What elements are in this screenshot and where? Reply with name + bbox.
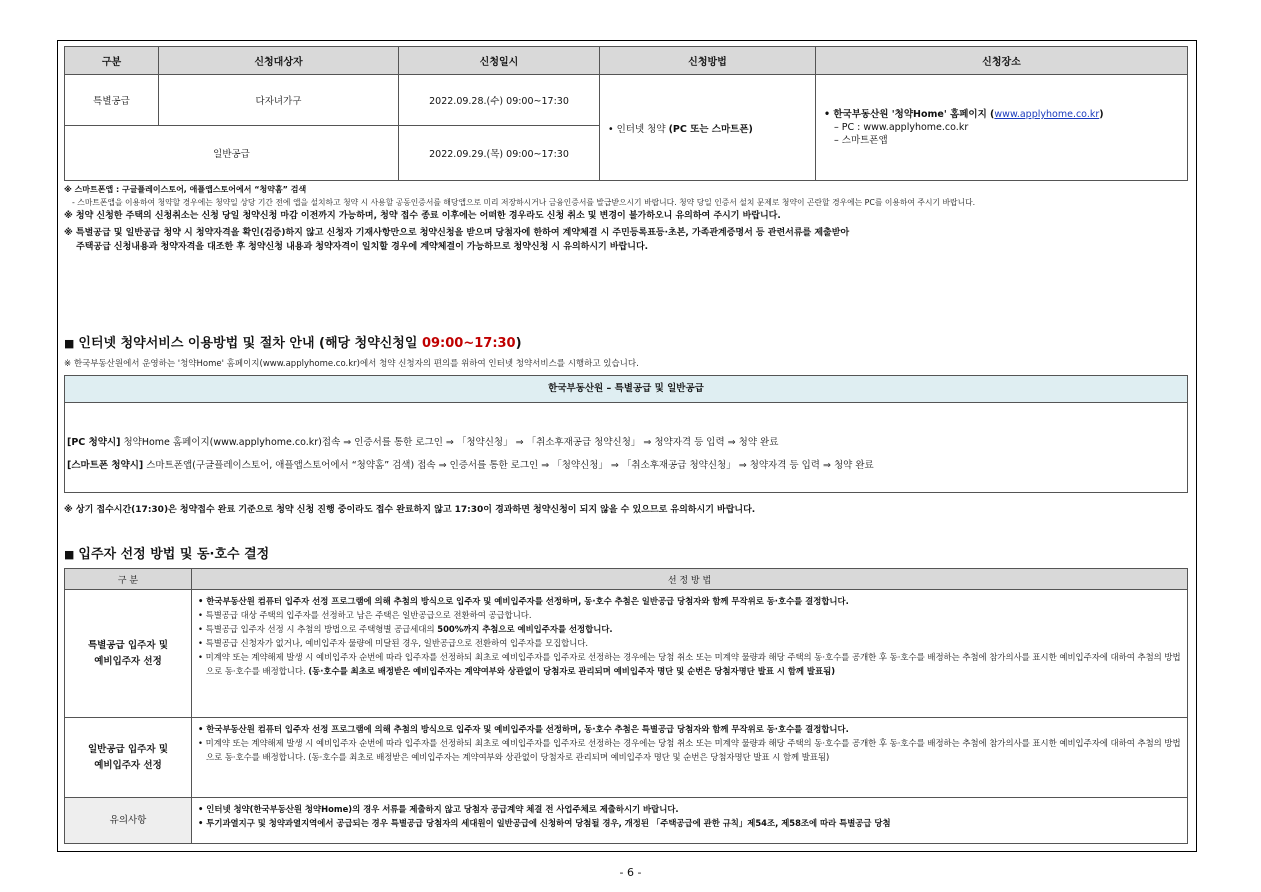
row-content: [192, 798, 1188, 844]
method-text: • 인터넷 청약: [608, 123, 669, 135]
list-item: • 한국부동산원 컴퓨터 입주자 선정 프로그램에 의해 추첨의 방식으로 입주자 및 예비입주자를 선정하며, 동·호수 추첨은 특별공급 당첨자와 함께 무작위로 동·호수를 결정합니다.: [198, 724, 849, 734]
note-smartphone-detail: - 스마트폰앱을 이용하여 청약할 경우에는 청약일 상당 기간 전에 앱을 설치하고 청약 시 사용할 공동인증서를 해당앱으로 미리 저장하시거나 금융인증서를 발급받으시기 바랍니다. 청약 당일 인증서 설치 문제로 청약이 곤란할 경우에는 PC를 이용하여 주시기 바랍니다.: [72, 198, 976, 207]
table-header-row: [65, 569, 1188, 590]
section-time: 09:00~17:30: [421, 336, 516, 351]
square-bullet-icon: ■: [64, 337, 75, 350]
section-title: 인터넷 청약서비스 이용방법 및 절차 안내 (해당 청약신청일: [78, 336, 422, 351]
pc-label: [PC 청약시]: [67, 437, 121, 448]
row-category: 유의사항: [65, 798, 192, 844]
section-title-close: ): [515, 336, 522, 351]
col-header: 선 정 방 법: [192, 569, 1188, 590]
note-smartphone: ※ 스마트폰앱 : 구글플레이스토어, 애플앱스토어에서 “청약홈” 검색: [64, 185, 307, 194]
list-item: • 한국부동산원 컴퓨터 입주자 선정 프로그램에 의해 추첨의 방식으로 입주자 및 예비입주자를 선정하며, 동·호수 추첨은 일반공급 당첨자와 함께 무작위로 동·호수를 결정합니다.: [198, 596, 849, 606]
place-line3: – 스마트폰앱: [834, 135, 888, 146]
row-category-line: 특별공급 입주자 및: [87, 639, 169, 651]
applyhome-link[interactable]: www.applyhome.co.kr: [994, 109, 1100, 120]
procedure-box-header: 한국부동산원 – 특별공급 및 일반공급: [65, 376, 1187, 403]
procedure-box: [64, 375, 1188, 493]
note-qualification-2: 주택공급 신청내용과 청약자격을 대조한 후 청약신청 내용과 청약자격이 일치할 경우에 계약체결이 가능하므로 청약신청 시 유의하시기 바랍니다.: [76, 242, 649, 252]
apply-place: [816, 75, 1188, 181]
place-line2: – PC : www.applyhome.co.kr: [834, 122, 969, 133]
place-line1: • 한국부동산원 '청약Home' 홈페이지 (: [824, 109, 995, 120]
selection-table: [64, 568, 1188, 844]
list-item: • 투기과열지구 및 청약과열지역에서 공급되는 경우 특별공급 당첨자의 세대원이 일반공급에 신청하여 당첨될 경우, 개정된 「주택공급에 관한 규칙」제54조, 제58조에 따라 특별공급 당첨: [198, 818, 891, 828]
row-content: [192, 718, 1188, 798]
col-header: 신청대상자: [159, 47, 399, 75]
row-category: [65, 718, 192, 798]
col-header: 신청일시: [399, 47, 600, 75]
col-header: 신청방법: [600, 47, 816, 75]
square-bullet-icon: ■: [64, 548, 75, 561]
section-heading-internet: [64, 332, 522, 351]
table-header-row: [65, 47, 1188, 75]
list-item-text: • 미계약 또는 계약해제 발생 시 예비입주자 순번에 따라 입주자를 선정하되 최초로 예비입주자를 입주자로 선정하는 경우에는 당첨 취소 또는 미계약 물량과 해당 주택의 동·호수를 공개한 후 동·호수를 배정하는 추첨에 참가의사를 표시한 예비입주자에 대하여 추첨의 방법으로 동·호수를 배정합니다.: [198, 652, 1181, 676]
section-subtitle: ※ 한국부동산원에서 운영하는 '청약Home' 홈페이지(www.applyhome.co.kr)에서 청약 신청자의 편의를 위하여 인터넷 청약서비스를 시행하고 있습니다.: [64, 359, 639, 369]
table-row: [65, 590, 1188, 718]
list-item: [198, 622, 1181, 636]
row-category-line: 예비입주자 선정: [94, 655, 162, 667]
apply-method: [600, 75, 816, 181]
mobile-procedure: [67, 457, 874, 471]
note-qualification: ※ 특별공급 및 일반공급 청약 시 청약자격을 확인(검증)하지 않고 신청자 기재사항만으로 청약신청을 받으며 당첨자에 한하여 계약체결 시 주민등록표등·초본, 가족관계증명서 등 관련서류를 제출받아: [64, 228, 850, 238]
list-item: • 인터넷 청약(한국부동산원 청약Home)의 경우 서류를 제출하지 않고 당첨자 공급계약 체결 전 사업주체로 제출하시기 바랍니다.: [198, 804, 679, 814]
col-header: 구 분: [65, 569, 192, 590]
row-category-line: 일반공급 입주자 및: [87, 743, 169, 755]
list-item: • 특별공급 신청자가 없거나, 예비입주자 물량에 미달된 경우, 일반공급으로 전환하여 입주자를 모집합니다.: [198, 638, 589, 648]
place-line1-end: ): [1099, 109, 1104, 120]
apply-date: 2022.09.29.(목) 09:00~17:30: [399, 126, 600, 181]
row-content: [192, 590, 1188, 718]
section-title: 입주자 선정 방법 및 동·호수 결정: [78, 547, 270, 562]
table-row: [65, 75, 1188, 126]
supply-type: 일반공급: [65, 126, 399, 181]
pc-procedure: [67, 434, 778, 448]
table-row: [65, 718, 1188, 798]
list-item: • 미계약 또는 계약해제 발생 시 예비입주자 순번에 따라 입주자를 선정하되 최초로 예비입주자를 입주자로 선정하는 경우에는 당첨 취소 또는 미계약 물량과 해당 주택의 동·호수를 공개한 후 동·호수를 배정하는 추첨에 참가의사를 표시한 예비입주자에 대하여 추첨의 방법으로 동·호수를 배정합니다. (동·호수를 최초로 배정받은 예비입주자는 계약여부와 상관없이 당첨자로 관리되며 예비입주자 명단 및 순번은 당첨자명단 발표 시 함께 발표됨): [198, 738, 1181, 762]
notes-block: [64, 183, 1194, 254]
table-row: [65, 798, 1188, 844]
mobile-label: [스마트폰 청약시]: [67, 460, 144, 471]
target: 다자녀가구: [159, 75, 399, 126]
deadline-note: ※ 상기 접수시간(17:30)은 청약접수 완료 기준으로 청약 신청 진행 중이라도 접수 완료하지 않고 17:30이 경과하면 청약신청이 되지 않을 수 있으므로 유의하시기 바랍니다.: [64, 505, 756, 515]
note-cancel: ※ 청약 신청한 주택의 신청취소는 신청 당일 청약신청 마감 이전까지 가능하며, 청약 접수 종료 이후에는 어떠한 경우라도 신청 취소 및 변경이 불가하오니 유의하여 주시기 바랍니다.: [64, 211, 781, 221]
apply-date: 2022.09.28.(수) 09:00~17:30: [399, 75, 600, 126]
page-number: - 6 -: [619, 866, 642, 879]
col-header: 구분: [65, 47, 159, 75]
list-item-text: • 특별공급 입주자 선정 시 추첨의 방법으로 주택형별 공급세대의: [198, 624, 438, 634]
pc-text: 청약Home 홈페이지(www.applyhome.co.kr)접속 ⇒ 인증서를 통한 로그인 ⇒ 「청약신청」 ⇒ 「취소후재공급 청약신청」 ⇒ 청약자격 등 입력 ⇒ 청약 완료: [120, 437, 779, 448]
row-category-line: 예비입주자 선정: [94, 759, 162, 771]
schedule-table: [64, 46, 1188, 181]
row-category: [65, 590, 192, 718]
section-heading-selection: [64, 543, 269, 562]
col-header: 신청장소: [816, 47, 1188, 75]
list-item: • 특별공급 대상 주택의 입주자를 선정하고 남은 주택은 일반공급으로 전환하여 공급합니다.: [198, 610, 532, 620]
list-item: [198, 650, 1181, 678]
list-item-bold: (동·호수를 최초로 배정받은 예비입주자는 계약여부와 상관없이 당첨자로 관리되며 예비입주자 명단 및 순번은 당첨자명단 발표 시 함께 발표됨): [308, 666, 836, 676]
list-item-bold: 500%까지 추첨으로 예비입주자를 선정합니다.: [437, 624, 613, 634]
method-bold: (PC 또는 스마트폰): [668, 123, 753, 135]
mobile-text: 스마트폰앱(구글플레이스토어, 애플앱스토어에서 “청약홈” 검색) 접속 ⇒ 인증서를 통한 로그인 ⇒ 「청약신청」 ⇒ 「취소후재공급 청약신청」 ⇒ 청약자격 등 입력 ⇒ 청약 완료: [143, 460, 874, 471]
supply-type: 특별공급: [65, 75, 159, 126]
